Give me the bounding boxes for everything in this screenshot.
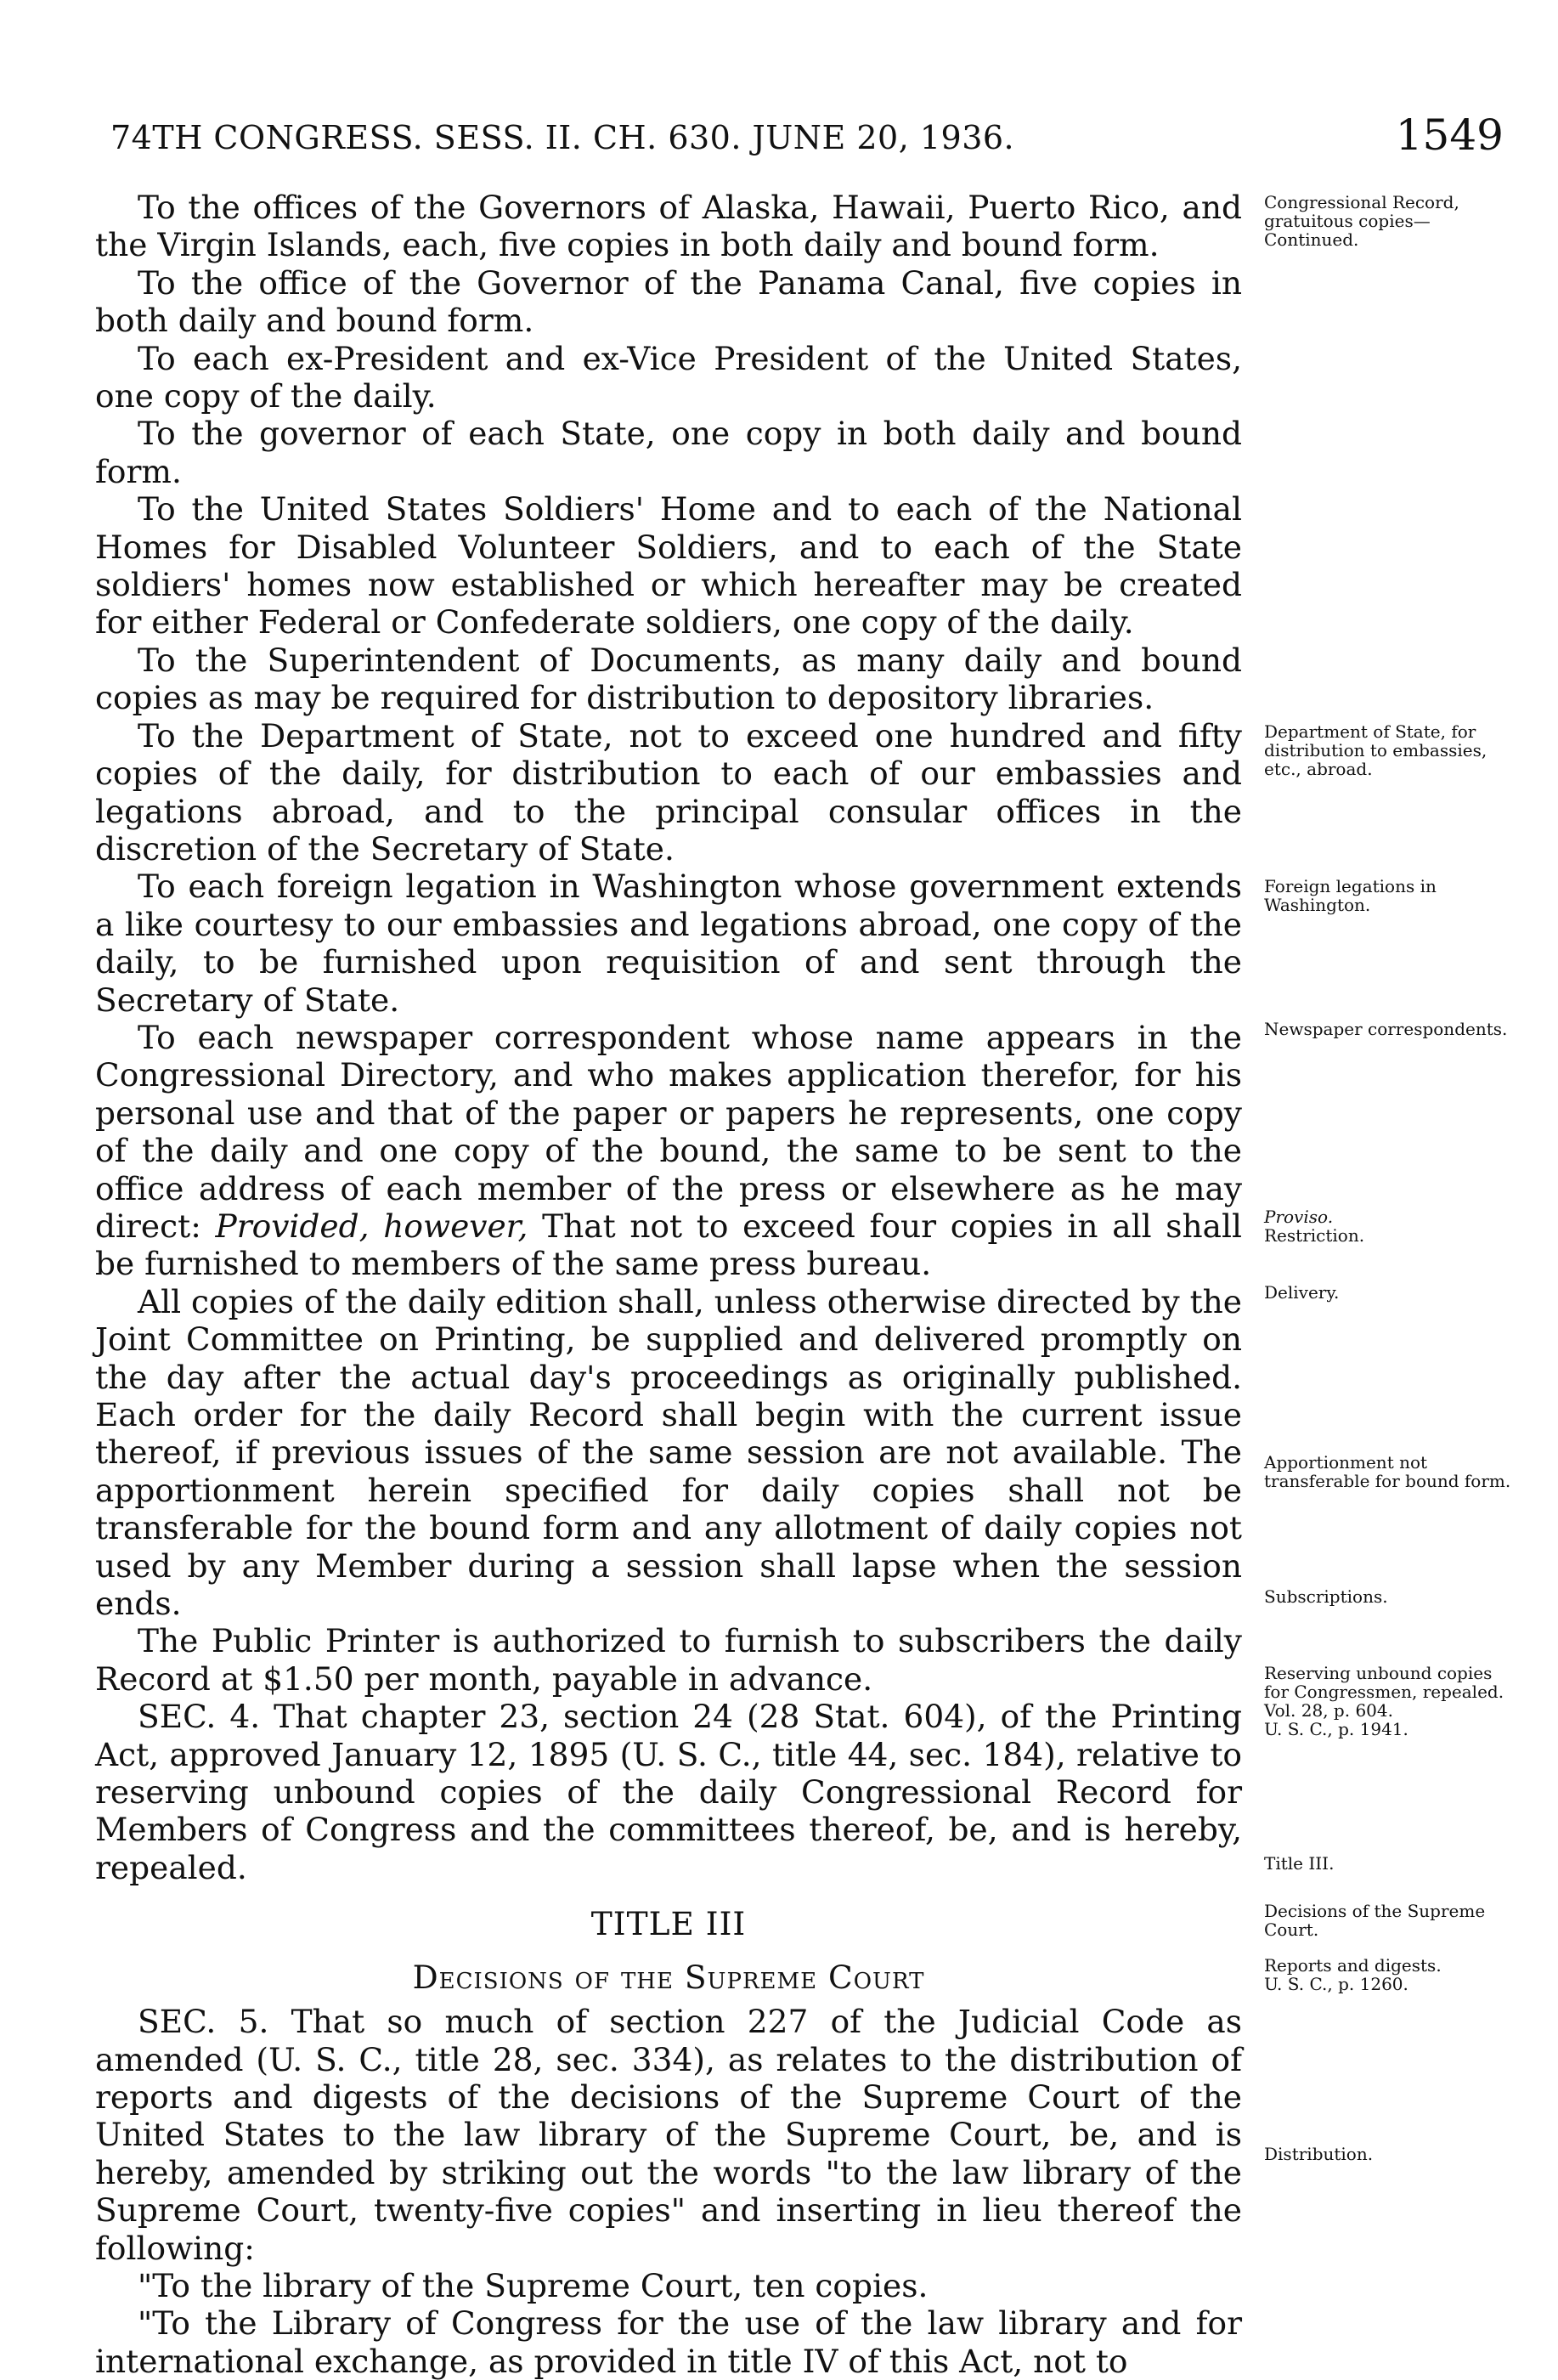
page-number: 1549: [1395, 110, 1504, 160]
proviso-provided: Provided,: [215, 1207, 370, 1245]
restriction-note-label: Restriction.: [1264, 1225, 1365, 1246]
subtitle-heading: Decisions of the Supreme Court: [412, 1958, 925, 1996]
paragraph-newspaper-correspondent: [95, 1019, 1242, 1283]
page-header: [110, 110, 1504, 178]
paragraph-quote-library-of-congress: "To the Library of Congress for the use of the law library and for international exchange, as provided in title IV of this Act, not to: [95, 2304, 1242, 2380]
proviso-however: however,: [383, 1207, 528, 1245]
paragraph-section-5: SEC. 5. That so much of section 227 of the Judicial Code as amended (U. S. C., title 28, sec. 334), as relates to the distribution of reports and digests of the decisions of the Supreme Court of the United States to the law library of the Supreme Court, be, and is hereby, amended by striking out the words "to the law library of the Supreme Court, twenty-five copies" and inserting in lieu thereof the following:: [95, 2003, 1242, 2267]
paragraph-state-governor: To the governor of each State, one copy in both daily and bound form.: [95, 415, 1242, 490]
newspaper-text: To each newspaper correspondent whose name appears in the Congressional Directory, and who makes application therefor, for his personal use and that of the paper or papers he represents, one copy of the daily and one copy of the bound, the same to be sent to the office address of each member of the press or elsewhere as he may direct:: [95, 1018, 1242, 1245]
margin-note-title-iii: Title III.: [1264, 1853, 1335, 1874]
margin-note-delivery: Delivery.: [1264, 1282, 1340, 1303]
running-head: 74TH CONGRESS. SESS. II. CH. 630. JUNE 20, 1936.: [110, 119, 1015, 156]
margin-note-proviso: [1264, 1207, 1519, 1245]
margin-note-subscriptions: Subscriptions.: [1264, 1586, 1388, 1607]
paragraph-quote-library: "To the library of the Supreme Court, ten copies.: [138, 2266, 929, 2304]
paragraph-subscriptions: The Public Printer is authorized to furnish to subscribers the daily Record at $1.50 per month, payable in advance.: [95, 1622, 1242, 1698]
reports-note-text: Reports and digests.: [1264, 1955, 1442, 1976]
proviso-note-label: Proviso.: [1264, 1207, 1334, 1227]
proviso-text: That not to exceed four copies in all shall be furnished to members of the same press bureau.: [95, 1207, 1243, 1283]
margin-note-department-of-state: Department of State, for distribution to embassies, etc., abroad.: [1264, 721, 1487, 779]
margin-note-reports: [1264, 1956, 1519, 1993]
paragraph-department-of-state: To the Department of State, not to exceed one hundred and fifty copies of the daily, for distribution to each of our embassies and legations abroad, and to the principal consular offices in the discretion of the Secretary of State.: [95, 716, 1242, 868]
paragraph-section-4: SEC. 4. That chapter 23, section 24 (28 Stat. 604), of the Printing Act, approved January 12, 1895 (U. S. C., title 44, sec. 184), relative to reserving unbound copies of the daily Congressional Record for Members of Congress and the committees thereof, be, and is hereby, repealed.: [95, 1698, 1242, 1886]
paragraph-governors-territories: To the offices of the Governors of Alaska, Hawaii, Puerto Rico, and the Virgin Islands, each, five copies in both daily and bound form.: [95, 189, 1242, 264]
margin-note-decisions: Decisions of the Supreme Court.: [1264, 1901, 1486, 1940]
reserving-note-cite-usc: U. S. C., p. 1941.: [1264, 1719, 1408, 1739]
paragraph-soldiers-home: To the United States Soldiers' Home and to each of the National Homes for Disabled Volunteer Soldiers, and to each of the State soldiers' homes now established or which hereafter may be created for either Federal or Confederate soldiers, one copy of the daily.: [95, 490, 1242, 642]
paragraph-delivery: All copies of the daily edition shall, unless otherwise directed by the Joint Committee on Printing, be supplied and delivered promptly on the day after the actual day's proceedings as originally published. Each order for the daily Record shall begin with the current issue thereof, if previous issues of the same session are not available. The apportionment herein specified for daily copies shall not be transferable for the bound form and any allotment of daily copies not used by any Member during a session shall lapse when the session ends.: [95, 1282, 1242, 1623]
paragraph-panama-canal: To the office of the Governor of the Panama Canal, five copies in both daily and bound form.: [95, 263, 1242, 340]
reports-note-cite: U. S. C., p. 1260.: [1264, 1974, 1408, 1994]
margin-note-distribution: Distribution.: [1264, 2144, 1374, 2164]
margin-note-reserving: [1264, 1664, 1519, 1738]
reserving-note-text: Reserving unbound copies for Congressmen, repealed.: [1264, 1663, 1504, 1702]
paragraph-ex-president: To each ex-President and ex-Vice President of the United States, one copy of the daily.: [95, 339, 1242, 416]
margin-note-newspaper: Newspaper correspondents.: [1264, 1019, 1508, 1039]
margin-note-congressional-record: Congressional Record, gratuitous copies—Continued.: [1264, 192, 1459, 250]
paragraph-superintendent: To the Superintendent of Documents, as many daily and bound copies as may be required for distribution to depository libraries.: [95, 641, 1242, 717]
main-text: [95, 189, 1242, 2380]
reserving-note-cite-vol: Vol. 28, p. 604.: [1264, 1700, 1393, 1721]
paragraph-foreign-legation: To each foreign legation in Washington whose government extends a like courtesy to our embassies and legations abroad, one copy of the daily, to be furnished upon requisition of and sent through the Secretary of State.: [95, 868, 1242, 1019]
margin-note-foreign-legations: Foreign legations in Washington.: [1264, 876, 1437, 915]
title-heading: TITLE III: [590, 1905, 747, 1943]
margin-note-apportionment: Apportionment not transferable for bound form.: [1264, 1452, 1511, 1491]
